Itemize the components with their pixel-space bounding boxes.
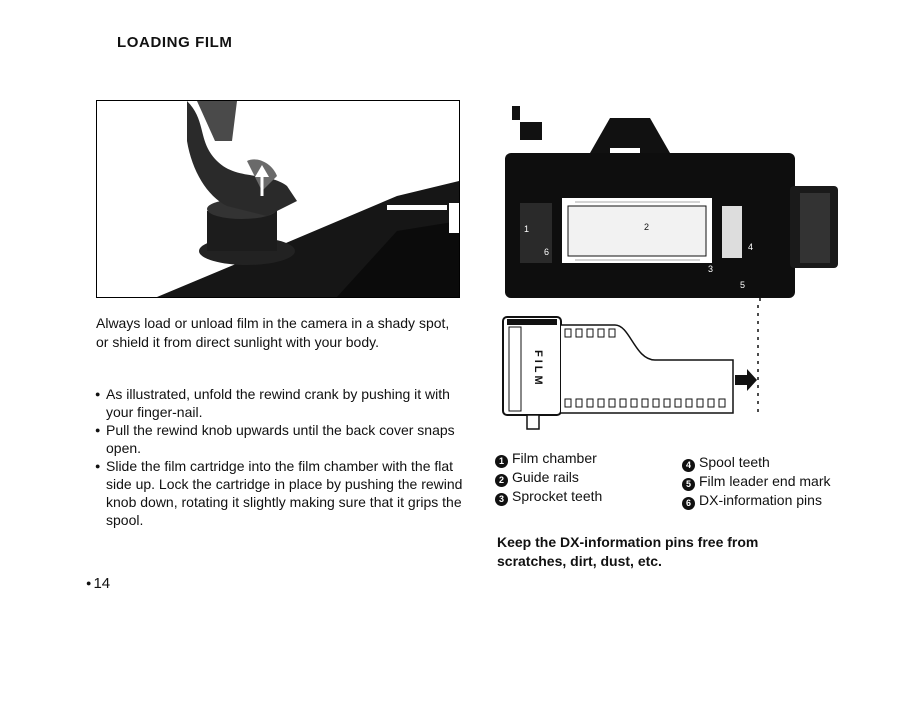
callout-2: 2 xyxy=(644,222,650,232)
legend-list-right xyxy=(682,453,831,510)
sprocket-hole xyxy=(664,399,670,407)
sprocket-hole xyxy=(642,399,648,407)
cartridge-label: FILM xyxy=(532,350,544,388)
legend-number: 4 xyxy=(682,459,695,472)
sprocket-hole xyxy=(587,329,593,337)
intro-text: Always load or unload film in the camera in a shady spot, or shield it from direct sunlight with your body. xyxy=(96,315,450,350)
callout-5: 5 xyxy=(740,280,746,290)
legend-number: 6 xyxy=(682,497,695,510)
legend-number: 3 xyxy=(495,493,508,506)
rewind-crank-photo xyxy=(96,100,460,298)
sprocket-hole xyxy=(631,399,637,407)
legend-label: Sprocket teeth xyxy=(512,488,603,504)
callout-1: 1 xyxy=(524,224,530,234)
sprocket-hole xyxy=(598,329,604,337)
legend-number: 5 xyxy=(682,478,695,491)
sprocket-hole xyxy=(565,399,571,407)
legend-number: 2 xyxy=(495,474,508,487)
callout-3: 3 xyxy=(708,264,714,274)
sprocket-hole xyxy=(576,329,582,337)
legend-label: Film chamber xyxy=(512,450,597,466)
sprocket-hole xyxy=(598,399,604,407)
instruction-list xyxy=(96,385,476,529)
warning-note: Keep the DX-information pins free from scratches, dirt, dust, etc. xyxy=(497,534,759,569)
step-item: ● Pull the rewind knob upwards until the back cover snaps open. xyxy=(96,421,476,457)
legend-item xyxy=(495,449,602,468)
sprocket-hole xyxy=(609,399,615,407)
page-number xyxy=(86,575,110,592)
page-heading: LOADING FILM xyxy=(117,34,233,51)
legend-number: 1 xyxy=(495,455,508,468)
legend-label: Film leader end mark xyxy=(699,473,831,489)
legend-item xyxy=(495,487,602,506)
sprocket-hole xyxy=(587,399,593,407)
legend-item xyxy=(682,472,831,491)
camera-back-diagram xyxy=(500,98,845,303)
legend-list-left xyxy=(495,449,602,506)
sprocket-hole xyxy=(653,399,659,407)
sprocket-hole xyxy=(609,329,615,337)
callout-4: 4 xyxy=(748,242,754,252)
sprocket-hole xyxy=(719,399,725,407)
legend-label: Guide rails xyxy=(512,469,579,485)
page-number-value: 14 xyxy=(93,575,111,592)
bullet-icon: ● xyxy=(86,578,92,588)
legend-item xyxy=(682,491,831,510)
sprocket-hole xyxy=(565,329,571,337)
sprocket-hole xyxy=(708,399,714,407)
legend-label: Spool teeth xyxy=(699,454,770,470)
sprocket-hole xyxy=(686,399,692,407)
callout-6: 6 xyxy=(544,247,550,257)
sprocket-hole xyxy=(576,399,582,407)
legend-item xyxy=(682,453,831,472)
legend-label: DX-information pins xyxy=(699,492,822,508)
sprocket-hole xyxy=(675,399,681,407)
sprocket-hole xyxy=(697,399,703,407)
sprocket-hole xyxy=(620,399,626,407)
step-item: ● Slide the film cartridge into the film chamber with the flat side up. Lock the cartridge in place by pushing the rewind knob down, rotating it slightly making sure that it grips the spool. xyxy=(96,457,476,529)
step-item: ● As illustrated, unfold the rewind crank by pushing it with your finger-nail. xyxy=(96,385,476,421)
film-cartridge-diagram xyxy=(495,305,775,440)
legend-item xyxy=(495,468,602,487)
